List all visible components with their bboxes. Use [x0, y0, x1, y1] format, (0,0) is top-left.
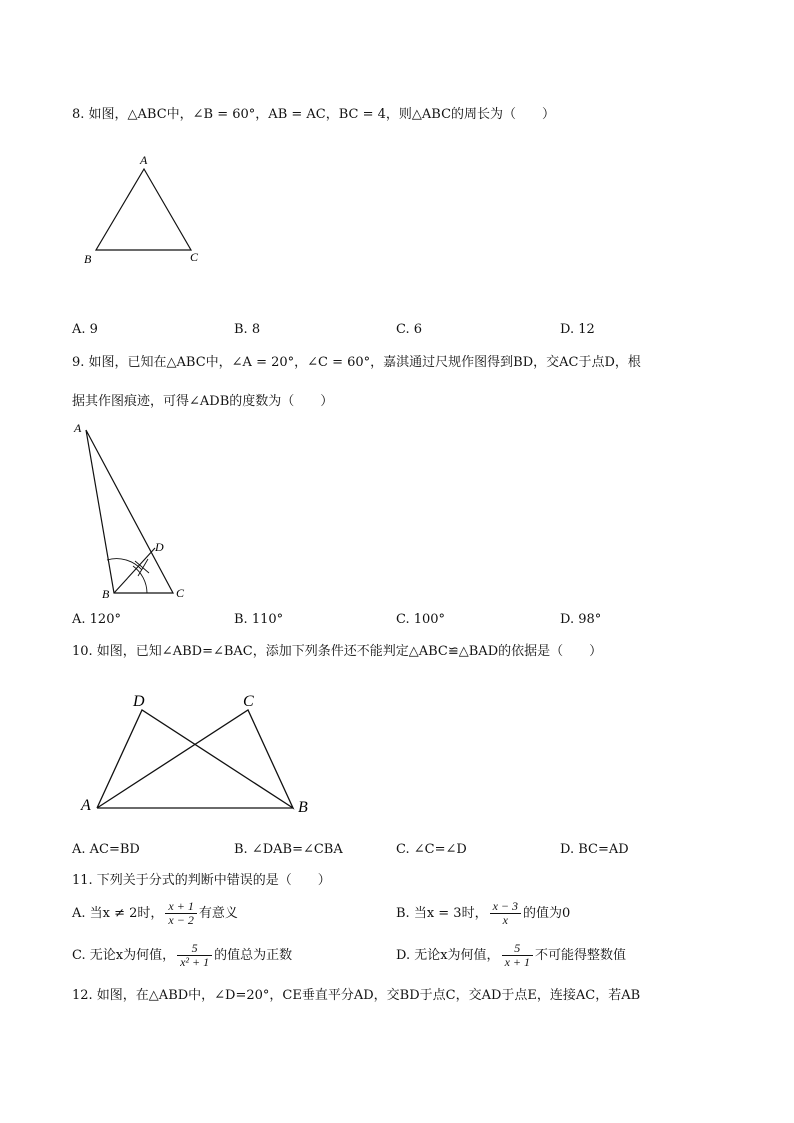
q8-stem: 8. 如图，△ABC中，∠B = 60°，AB = AC，BC = 4，则△ABC的周长为（ ） [72, 107, 556, 122]
q11-option-c-denominator: x² + 1 [180, 955, 210, 969]
q9-option-b: B. 110° [234, 612, 284, 627]
q11-option-b-numerator: x − 3 [490, 900, 521, 914]
q11-option-d-fraction [502, 942, 533, 969]
q10-option-d: D. BC=AD [560, 842, 629, 857]
q9-option-c: C. 100° [396, 612, 446, 627]
q9-stem-line1: 9. 如图，已知在△ABC中，∠A = 20°，∠C = 60°，嘉淇通过尺规作图得到BD，交AC于点D，根 [72, 355, 641, 370]
q11-option-a [72, 900, 238, 927]
q11-option-a-numerator: x + 1 [165, 900, 196, 914]
q11-option-b-denominator: x [502, 913, 508, 927]
q11-option-a-denominator: x − 2 [168, 913, 194, 927]
q10-option-a: A. AC=BD [72, 842, 140, 857]
q8-option-b: B. 8 [234, 322, 261, 337]
q10-stem: 10. 如图，已知∠ABD=∠BAC，添加下列条件还不能判定△ABC≌△BAD的依据是（ ） [72, 644, 603, 659]
q12-stem: 12. 如图，在△ABD中，∠D=20°，CE垂直平分AD，交BD于点C，交AD于点E，连接AC，若AB [72, 988, 641, 1003]
q8-triangle [96, 169, 191, 250]
q11-option-c-post: 的值总为正数 [214, 948, 293, 963]
q11-option-a-fraction [165, 900, 196, 927]
q11-option-b-post: 的值为0 [523, 906, 571, 921]
q11-stem: 11. 下列关于分式的判断中错误的是（ ） [72, 873, 331, 888]
q10-label-a: A [81, 797, 91, 814]
q10-figure [75, 688, 325, 820]
q8-label-a: A [140, 153, 148, 167]
q10-quadrilateral-diagonals [97, 710, 293, 808]
q11-option-d-numerator: 5 [502, 942, 533, 956]
q9-option-a: A. 120° [72, 612, 121, 627]
q9-label-a: A [74, 421, 82, 435]
q11-option-b-pre: B. 当x = 3时， [396, 906, 488, 921]
q8-triangle-figure [80, 150, 210, 270]
q11-option-c-fraction [177, 942, 212, 969]
q9-label-c: C [176, 586, 185, 600]
q9-label-d: D [155, 540, 164, 554]
q9-triangle-figure [70, 418, 200, 608]
q11-option-a-post: 有意义 [198, 906, 238, 921]
q9-segment-bd [114, 548, 155, 593]
q11-option-d [396, 942, 626, 969]
q8-option-c: C. 6 [396, 322, 423, 337]
q11-option-a-pre: A. 当x ≠ 2时， [72, 906, 164, 921]
q8-label-c: C [190, 250, 199, 264]
q11-option-d-post: 不可能得整数值 [535, 948, 627, 963]
q11-option-d-pre: D. 无论x为何值， [396, 948, 500, 963]
q9-label-b: B [102, 587, 110, 601]
q10-label-b: B [298, 799, 308, 816]
q9-stem-line2: 据其作图痕迹，可得∠ADB的度数为（ ） [72, 394, 334, 409]
q9-option-d: D. 98° [560, 612, 602, 627]
q10-option-b: B. ∠DAB=∠CBA [234, 842, 343, 857]
q8-label-b: B [84, 252, 92, 266]
q11-option-b [396, 900, 570, 927]
q9-triangle [86, 430, 173, 593]
q11-option-b-fraction [490, 900, 521, 927]
q10-option-c: C. ∠C=∠D [396, 842, 467, 857]
q8-option-d: D. 12 [560, 322, 595, 337]
q10-label-c: C [243, 693, 254, 710]
q10-label-d: D [133, 693, 145, 710]
q11-option-c-pre: C. 无论x为何值， [72, 948, 176, 963]
q11-option-c [72, 942, 292, 969]
q8-option-a: A. 9 [72, 322, 98, 337]
q11-option-c-numerator: 5 [177, 942, 212, 956]
q11-option-d-denominator: x + 1 [504, 955, 530, 969]
